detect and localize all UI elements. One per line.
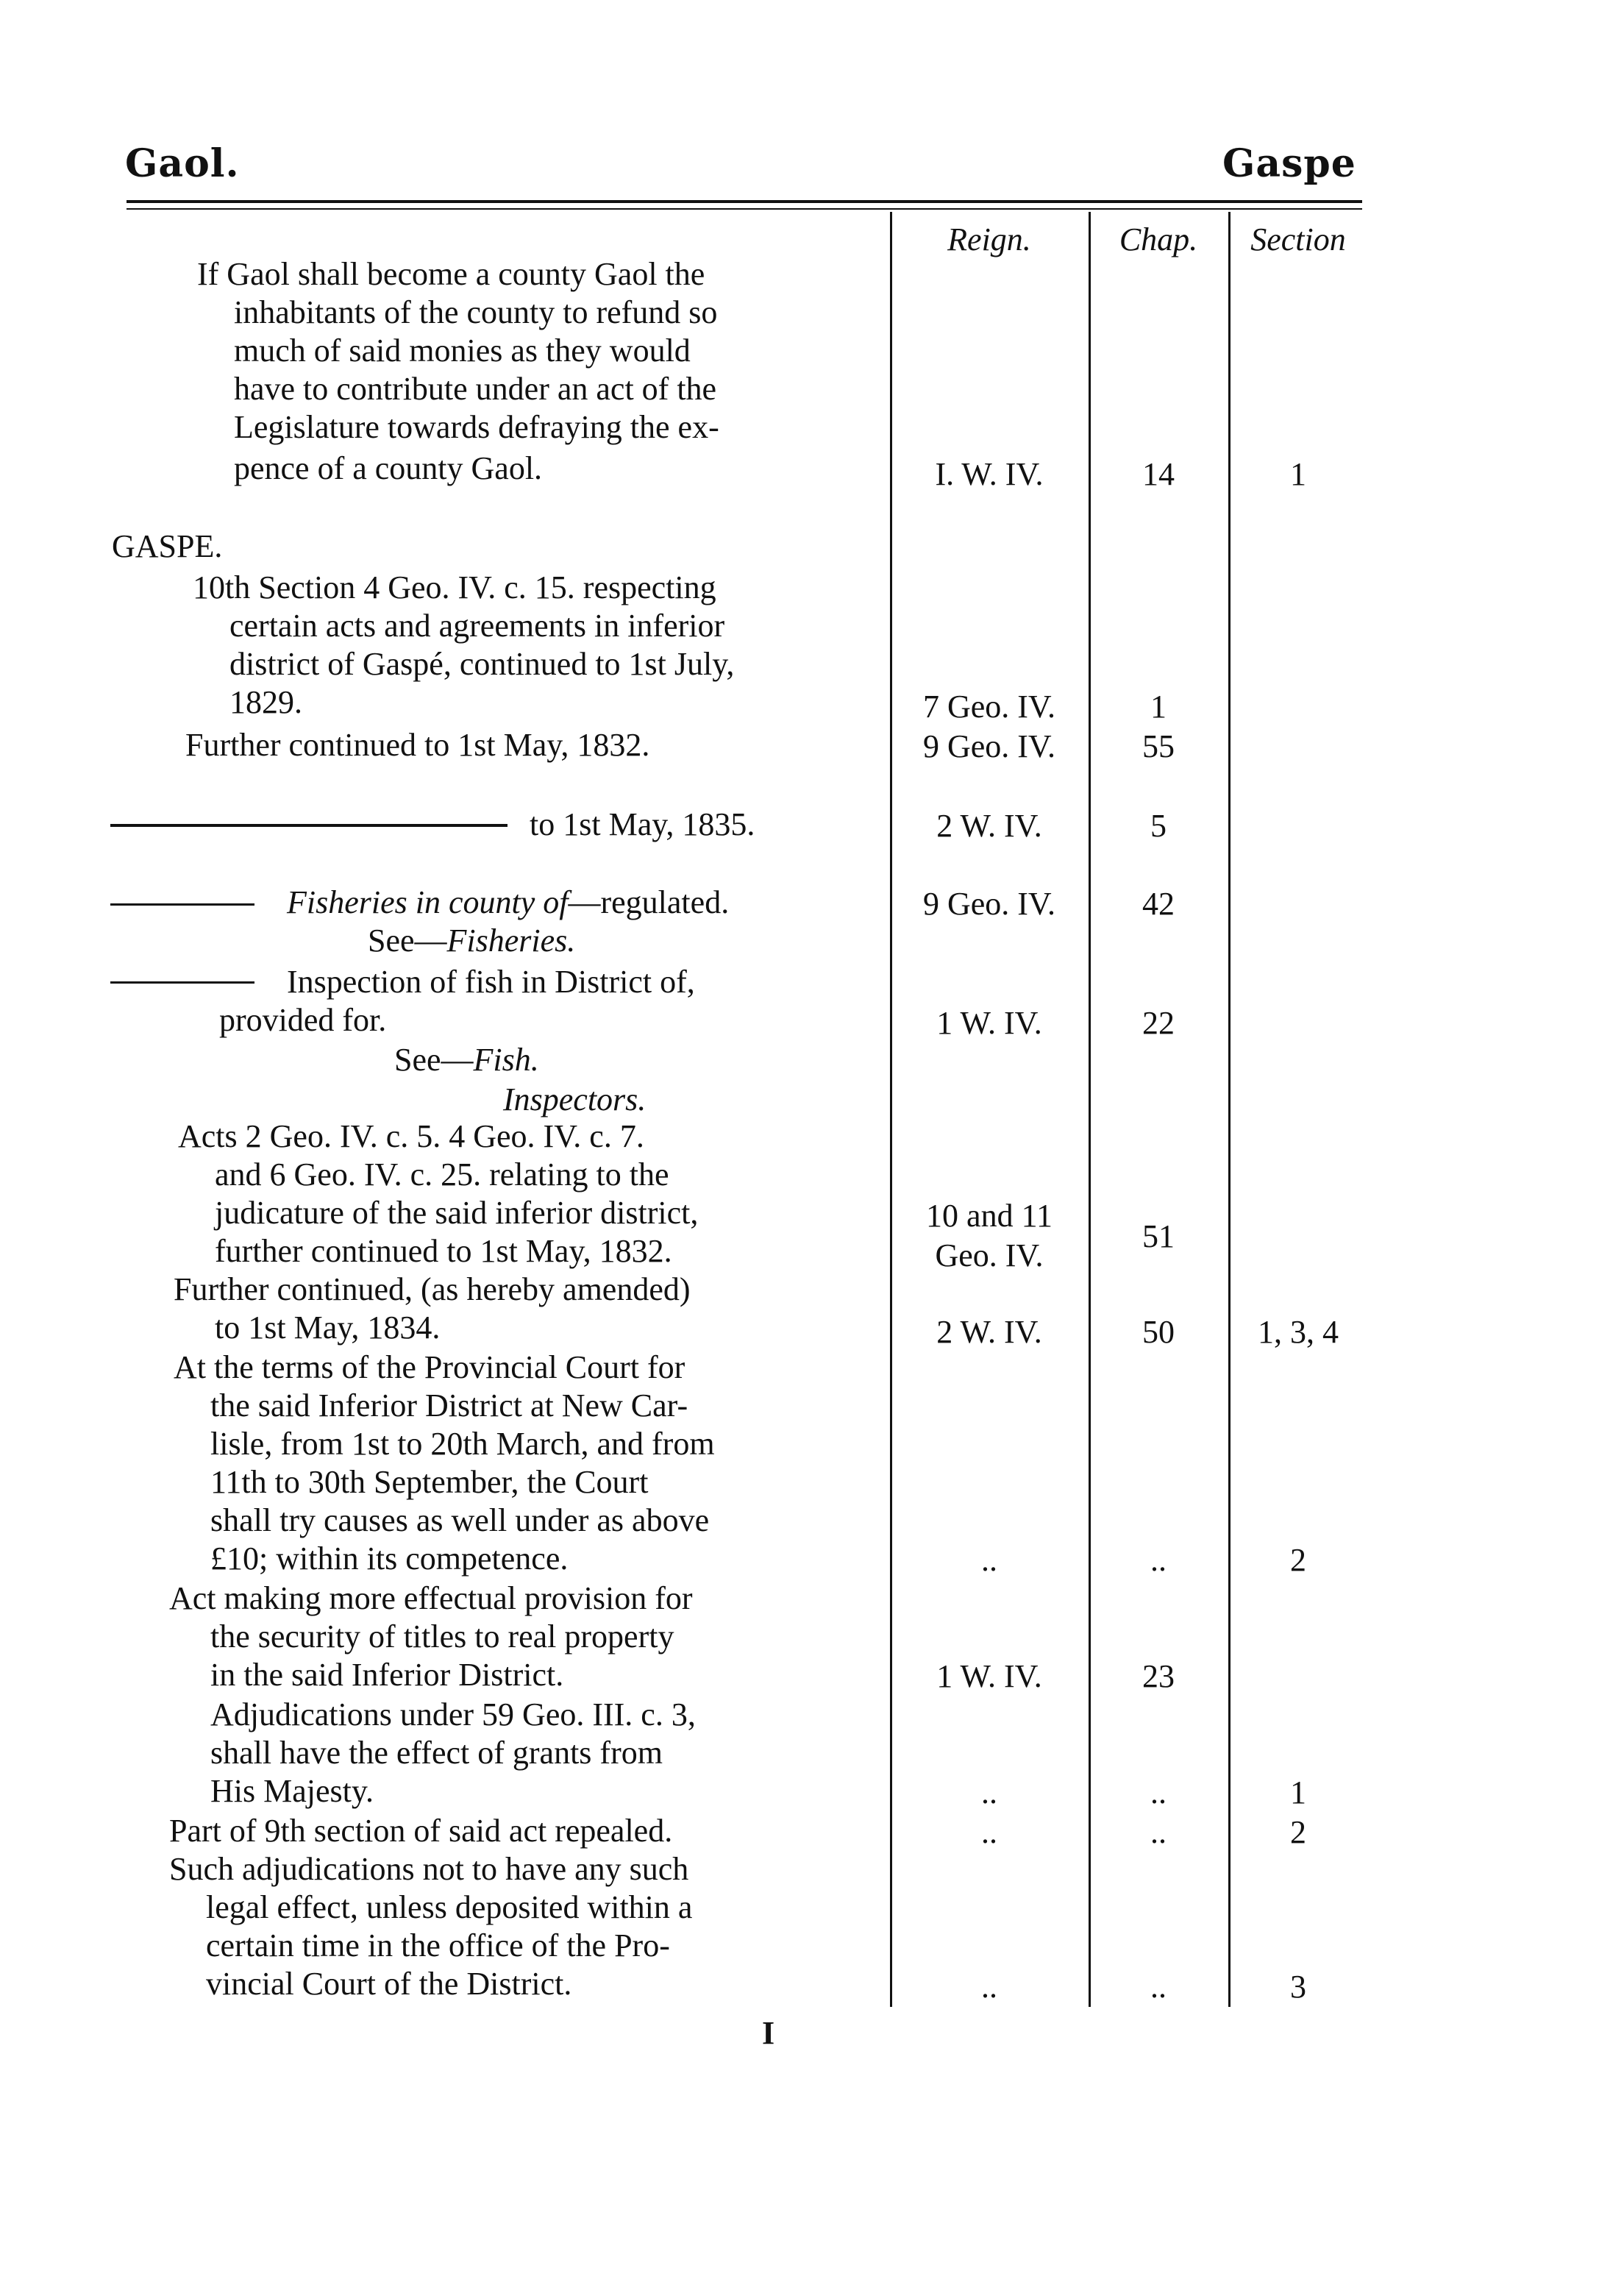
entry-line: to 1st May, 1834. [215, 1309, 441, 1346]
chap-value: .. [1150, 1774, 1167, 1810]
entry-line: vincial Court of the District. [206, 1966, 572, 2002]
see-reference [394, 1042, 539, 1078]
entry-line: 1829. [229, 684, 302, 720]
ditto-dash [110, 981, 254, 984]
entry-line: to 1st May, 1835. [530, 806, 755, 842]
entry-line: legal effect, unless deposited within a [206, 1889, 693, 1925]
running-head-right: Gaspe [1222, 141, 1356, 186]
reign-value: 2 W. IV. [936, 808, 1042, 844]
header-rule-thin [127, 208, 1362, 210]
entry-line: Act making more effectual provision for [169, 1580, 693, 1616]
entry-line: the security of titles to real property [210, 1618, 674, 1655]
ditto-dash [110, 824, 508, 827]
chap-value: .. [1150, 1814, 1167, 1850]
see-label: See— [368, 923, 447, 959]
chap-value: 42 [1142, 886, 1175, 922]
signature-mark: I [762, 2015, 775, 2051]
reign-value: I. W. IV. [935, 456, 1044, 492]
entry-line: Legislature towards defraying the ex- [234, 409, 719, 445]
entry-line: Such adjudications not to have any such [169, 1851, 689, 1887]
entry-line: the said Inferior District at New Car- [210, 1387, 688, 1424]
chap-value: 1 [1150, 689, 1167, 725]
entry-line: At the terms of the Provincial Court for [174, 1349, 685, 1385]
reign-value: 7 Geo. IV. [922, 689, 1056, 725]
entry-line: judicature of the said inferior district, [215, 1195, 699, 1231]
reign-value: 2 W. IV. [936, 1314, 1042, 1350]
reign-value: Geo. IV. [935, 1237, 1044, 1273]
reign-value: .. [981, 1542, 997, 1578]
entry-line: provided for. [219, 1002, 387, 1038]
reign-value: 9 Geo. IV. [922, 886, 1056, 922]
section-value: 1 [1290, 1774, 1306, 1810]
chap-value: 22 [1142, 1005, 1175, 1041]
reign-value: 1 W. IV. [936, 1005, 1042, 1041]
entry-line: Adjudications under 59 Geo. III. c. 3, [210, 1696, 696, 1732]
entry-line: shall try causes as well under as above [210, 1502, 710, 1538]
column-heading-chap: Chap. [1119, 221, 1198, 257]
chap-value: 14 [1142, 456, 1175, 492]
section-heading: GASPE. [112, 528, 223, 564]
entry-line: district of Gaspé, continued to 1st July, [229, 646, 735, 682]
entry-line: His Majesty. [210, 1773, 374, 1809]
entry-line: £10; within its competence. [210, 1540, 569, 1577]
chap-value: 50 [1142, 1314, 1175, 1350]
chap-value: 55 [1142, 728, 1175, 764]
entry-line: Further continued to 1st May, 1832. [185, 727, 650, 763]
entry-line: Inspection of fish in District of, [287, 964, 695, 1000]
chap-value: .. [1150, 1542, 1167, 1578]
column-heading-section: Section [1250, 221, 1346, 257]
sub-heading: Inspectors. [503, 1081, 647, 1117]
entry-line: 10th Section 4 Geo. IV. c. 15. respecting [193, 569, 716, 605]
entry-line: Further continued, (as hereby amended) [174, 1271, 691, 1307]
chap-value: 51 [1142, 1218, 1175, 1254]
reign-value: .. [981, 1774, 997, 1810]
reign-value: 1 W. IV. [936, 1658, 1042, 1694]
reign-value: .. [981, 1814, 997, 1850]
entry-text: —regulated. [568, 884, 730, 920]
see-reference [368, 923, 575, 959]
entry-line: in the said Inferior District. [210, 1657, 564, 1693]
entry-line: shall have the effect of grants from [210, 1735, 663, 1771]
entry-line [287, 884, 729, 921]
ditto-dash [110, 903, 254, 906]
section-value: 1, 3, 4 [1258, 1314, 1339, 1350]
reign-value: .. [981, 1969, 997, 2005]
entry-line: certain time in the office of the Pro- [206, 1927, 670, 1963]
entry-line: much of said monies as they would [234, 333, 691, 369]
entry-line: lisle, from 1st to 20th March, and from [210, 1426, 715, 1462]
see-label: See— [394, 1042, 474, 1078]
entry-line: inhabitants of the county to refund so [234, 294, 718, 330]
reign-value: 10 and 11 [926, 1198, 1053, 1234]
entry-line: If Gaol shall become a county Gaol the [197, 256, 705, 292]
section-value: 3 [1290, 1969, 1306, 2005]
section-value: 1 [1290, 456, 1306, 492]
header-rule-thick [127, 200, 1362, 203]
chap-value: .. [1150, 1969, 1167, 2005]
entry-line: Acts 2 Geo. IV. c. 5. 4 Geo. IV. c. 7. [178, 1118, 644, 1154]
column-heading-reign: Reign. [947, 221, 1031, 257]
entry-line: pence of a county Gaol. [234, 450, 543, 486]
see-target: Fisheries. [446, 923, 576, 959]
see-target: Fish. [473, 1042, 539, 1078]
entry-italic: Fisheries in county of [287, 884, 569, 920]
chap-value: 23 [1142, 1658, 1175, 1694]
running-head-left: Gaol. [125, 141, 240, 186]
section-value: 2 [1290, 1814, 1306, 1850]
reign-value: 9 Geo. IV. [922, 728, 1056, 764]
entry-line: Part of 9th section of said act repealed. [169, 1813, 673, 1849]
entry-line: have to contribute under an act of the [234, 371, 717, 407]
entry-line: certain acts and agreements in inferior [229, 608, 725, 644]
entry-line: 11th to 30th September, the Court [210, 1464, 649, 1500]
entry-line: further continued to 1st May, 1832. [215, 1233, 672, 1269]
entry-line: and 6 Geo. IV. c. 25. relating to the [215, 1156, 669, 1193]
column-rule-chap [1228, 212, 1231, 2007]
chap-value: 5 [1150, 808, 1167, 844]
section-value: 2 [1290, 1542, 1306, 1578]
